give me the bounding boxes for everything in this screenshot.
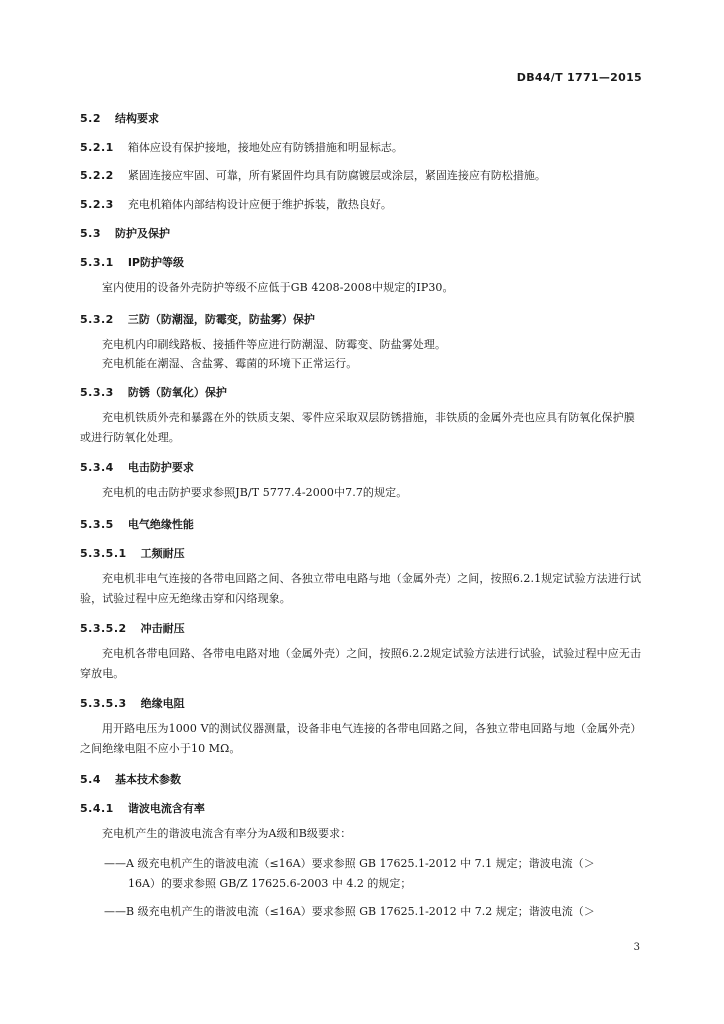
section-title: 结构要求: [115, 112, 159, 125]
clause-5-3-5-2-heading: [80, 620, 185, 636]
header-rule: [80, 88, 644, 89]
clause-number: 5.3.1: [80, 256, 114, 269]
clause-title: 绝缘电阻: [140, 697, 185, 710]
clause-5-3-2-paragraph-1: 充电机内印刷线路板、接插件等应进行防潮湿、防霉变、防盐雾处理。: [102, 338, 447, 351]
clause-5-4-1-heading: [80, 800, 205, 816]
clause-title: 冲击耐压: [140, 622, 185, 635]
clause-number: 5.2.1: [80, 141, 114, 154]
clause-5-3-1-paragraph: 室内使用的设备外壳防护等级不应低于GB 4208-2008中规定的IP30。: [102, 281, 454, 294]
clause-number: 5.3.3: [80, 386, 114, 399]
document-code: DB44/T 1771—2015: [516, 71, 642, 84]
section-title: 基本技术参数: [115, 773, 181, 786]
clause-5-4-1-paragraph: 充电机产生的谐波电流含有率分为A级和B级要求：: [102, 827, 352, 840]
clause-5-3-3-heading: [80, 384, 227, 400]
section-number: 5.3: [80, 227, 101, 240]
clause-number: 5.2.3: [80, 198, 114, 211]
clause-number: 5.4.1: [80, 802, 114, 815]
section-title: 防护及保护: [115, 227, 170, 240]
clause-5-3-5-1-paragraph: 充电机非电气连接的各带电回路之间、各独立带电电路与地（金属外壳）之间，按照6.2.1规定试验方法进行试验，试验过程中应无绝缘击穿和闪络现象。: [80, 572, 642, 605]
clause-5-2-2: [80, 167, 546, 183]
clause-5-3-4-paragraph: 充电机的电击防护要求参照JB/T 5777.4-2000中7.7的规定。: [102, 486, 408, 499]
section-number: 5.2: [80, 112, 101, 125]
clause-title: 谐波电流含有率: [127, 802, 205, 815]
clause-5-3-5-3-heading: [80, 695, 185, 711]
clause-text: 充电机箱体内部结构设计应便于维护拆装，散热良好。: [127, 198, 392, 211]
clause-5-3-4-heading: [80, 459, 194, 475]
clause-title: 电气绝缘性能: [127, 518, 194, 531]
section-5-3-heading: [80, 225, 170, 241]
clause-number: 5.3.5.1: [80, 547, 127, 560]
clause-number: 5.3.5.3: [80, 697, 127, 710]
clause-number: 5.3.5: [80, 518, 114, 531]
section-number: 5.4: [80, 773, 101, 786]
clause-5-3-5-2-paragraph: 充电机各带电回路、各带电电路对地（金属外壳）之间，按照6.2.2规定试验方法进行试验，试验过程中应无击穿放电。: [80, 647, 642, 680]
clause-5-2-1: [80, 139, 403, 155]
clause-5-3-5-1-heading: [80, 545, 185, 561]
clause-number: 5.3.2: [80, 313, 114, 326]
page-number: 3: [633, 942, 640, 953]
clause-5-3-1-heading: [80, 254, 184, 270]
clause-5-3-5-3-paragraph: 用开路电压为1000 V的测试仪器测量，设备非电气连接的各带电回路之间，各独立带电回路与地（金属外壳）之间绝缘电阻不应小于10 MΩ。: [80, 722, 642, 755]
clause-number: 5.2.2: [80, 169, 114, 182]
clause-title: 防锈（防氧化）保护: [127, 386, 227, 399]
clause-5-2-3: [80, 196, 392, 212]
section-5-2-heading: [80, 110, 159, 126]
clause-5-3-5-heading: [80, 516, 194, 532]
clause-title: 三防（防潮湿，防霉变，防盐雾）保护: [127, 313, 315, 326]
clause-5-3-2-paragraph-2: 充电机能在潮湿、含盐雾、霉菌的环境下正常运行。: [102, 357, 358, 370]
clause-5-3-2-heading: [80, 311, 315, 327]
clause-title: IP防护等级: [127, 256, 184, 269]
clause-title: 电击防护要求: [127, 461, 194, 474]
clause-number: 5.3.4: [80, 461, 114, 474]
section-5-4-heading: [80, 771, 181, 787]
clause-5-3-3-paragraph: 充电机铁质外壳和暴露在外的铁质支架、零件应采取双层防锈措施，非铁质的金属外壳也应具有防氧化保护膜或进行防氧化处理。: [80, 411, 635, 444]
clause-number: 5.3.5.2: [80, 622, 127, 635]
dash-item-b-line-1: ——B 级充电机产生的谐波电流（≤16A）要求参照 GB 17625.1-2012 中 7.2 规定；谐波电流（＞: [104, 905, 595, 918]
clause-text: 紧固连接应牢固、可靠，所有紧固件均具有防腐镀层或涂层，紧固连接应有防松措施。: [127, 169, 546, 182]
dash-item-a-line-1: ——A 级充电机产生的谐波电流（≤16A）要求参照 GB 17625.1-2012 中 7.1 规定；谐波电流（＞: [104, 857, 595, 870]
clause-text: 箱体应设有保护接地，接地处应有防锈措施和明显标志。: [127, 141, 403, 154]
dash-list-item-b: [104, 902, 644, 922]
clause-title: 工频耐压: [140, 547, 185, 560]
dash-list-item-a: [104, 854, 644, 894]
dash-item-a-line-2: 16A）的要求参照 GB/Z 17625.6-2003 中 4.2 的规定；: [128, 877, 412, 890]
